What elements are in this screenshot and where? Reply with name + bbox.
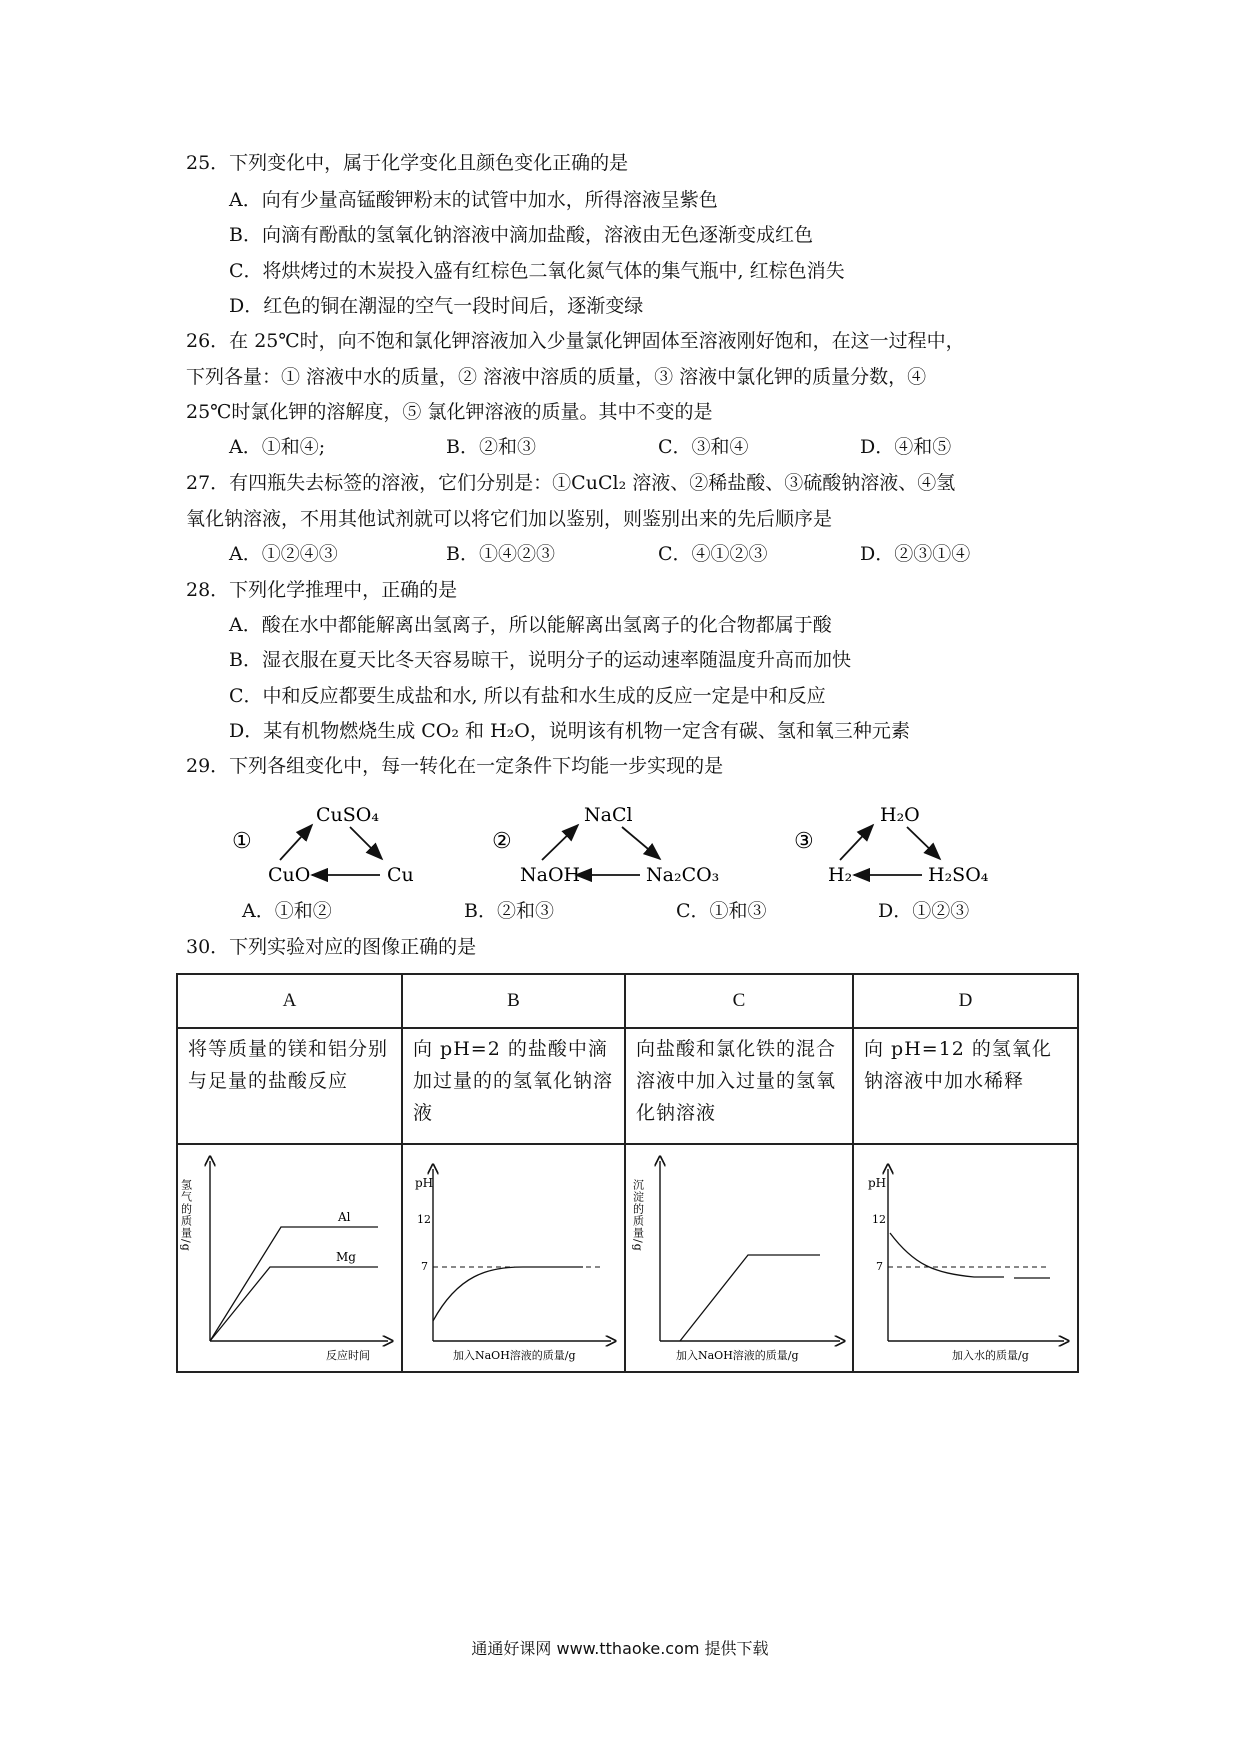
- q28-option-c: C．中和反应都要生成盐和水, 所以有盐和水生成的反应一定是中和反应: [229, 685, 826, 707]
- col-a-label: A: [177, 974, 402, 1028]
- q26-option-d: D．④和⑤: [860, 436, 952, 458]
- col-c-label: C: [625, 974, 853, 1028]
- q25-option-d: D．红色的铜在潮湿的空气一段时间后，逐渐变绿: [229, 295, 644, 317]
- q25-option-a: A．向有少量高锰酸钾粉末的试管中加水，所得溶液呈紫色: [229, 189, 718, 211]
- col-a-desc: 将等质量的镁和铝分别与足量的盐酸反应: [177, 1028, 402, 1144]
- q26-option-c: C．③和④: [658, 436, 749, 458]
- graph-c-line: [680, 1255, 820, 1341]
- cycle-1-right: Cu: [387, 864, 414, 886]
- graph-b-ylabel: pH: [415, 1176, 434, 1190]
- q25-option-b: B．向滴有酚酞的氢氧化钠溶液中滴加盐酸，溶液由无色逐渐变成红色: [229, 224, 813, 246]
- cycle-1-arrow-down: [350, 827, 382, 859]
- q27-option-d: D．②③①④: [860, 543, 971, 565]
- q27-option-a: A．①②④③: [229, 543, 338, 565]
- graph-d: [854, 1145, 1075, 1371]
- graph-d-tick-12: 12: [872, 1213, 886, 1226]
- cycle-1-top: CuSO₄: [316, 804, 379, 826]
- graph-b-curve: [433, 1267, 583, 1321]
- q30-graph-row: [177, 1144, 1078, 1372]
- cycle-1-arrow-up: [280, 825, 312, 860]
- col-c-desc: 向盐酸和氯化铁的混合溶液中加入过量的氢氧化钠溶液: [625, 1028, 853, 1144]
- q26-line-3: 25℃时氯化钾的溶解度，⑤ 氯化钾溶液的质量。其中不变的是: [186, 401, 713, 423]
- footer-text: 通通好课网 www.tthaoke.com 提供下载: [471, 1639, 769, 1658]
- q28-stem: 28．下列化学推理中，正确的是: [186, 579, 458, 601]
- cycle-2-top: NaCl: [584, 804, 633, 826]
- q25-stem: 25．下列变化中，属于化学变化且颜色变化正确的是: [186, 152, 629, 174]
- q29-option-c: C．①和③: [676, 900, 767, 922]
- graph-c-xlabel: 加入NaOH溶液的质量/g: [676, 1349, 799, 1362]
- graph-a-mg-line: [210, 1267, 378, 1341]
- graph-a-xlabel: 反应时间: [326, 1349, 370, 1362]
- q26-line-1: 26．在 25℃时，向不饱和氯化钾溶液加入少量氯化钾固体至溶液刚好饱和，在这一过程中，: [186, 330, 965, 352]
- cycle-3-right: H₂SO₄: [928, 864, 989, 886]
- cycle-2-right: Na₂CO₃: [646, 864, 720, 886]
- q29-stem: 29．下列各组变化中，每一转化在一定条件下均能一步实现的是: [186, 755, 724, 777]
- graph-d-xlabel: 加入水的质量/g: [952, 1349, 1029, 1362]
- cycle-3-left: H₂: [828, 864, 853, 886]
- cycle-3-top: H₂O: [880, 804, 920, 826]
- graph-a-al-label: Al: [338, 1210, 351, 1224]
- graph-c: [626, 1145, 850, 1371]
- graph-b-xlabel: 加入NaOH溶液的质量/g: [453, 1349, 576, 1362]
- graph-a-ylabel: 氢气的质量/g: [179, 1179, 193, 1252]
- cycle-3-arrow-up: [840, 825, 873, 860]
- graph-a-cell: [177, 1144, 402, 1372]
- cycle-2-number: ②: [492, 829, 512, 854]
- graph-a: [178, 1145, 399, 1371]
- col-d-desc: 向 pH=12 的氢氧化钠溶液中加水稀释: [853, 1028, 1078, 1144]
- q29-option-b: B．②和③: [464, 900, 554, 922]
- q29-cycles-diagram: [0, 795, 1240, 905]
- graph-d-curve: [890, 1233, 1004, 1277]
- q29-option-a: A．①和②: [242, 900, 332, 922]
- q25-option-c: C．将烘烤过的木炭投入盛有红棕色二氧化氮气体的集气瓶中, 红棕色消失: [229, 260, 845, 282]
- graph-a-al-line: [210, 1227, 378, 1341]
- q26-option-a: A．①和④;: [229, 436, 326, 458]
- cycle-2-arrow-down: [622, 827, 660, 859]
- q30-table: [176, 973, 1079, 1373]
- q28-option-d: D．某有机物燃烧生成 CO₂ 和 H₂O，说明该有机物一定含有碳、氢和氧三种元素: [229, 720, 910, 742]
- cycle-3-arrow-down: [907, 827, 940, 859]
- q27-option-b: B．①④②③: [446, 543, 555, 565]
- cycle-3-number: ③: [794, 829, 814, 854]
- q26-line-2: 下列各量：① 溶液中水的质量，② 溶液中溶质的质量，③ 溶液中氯化钾的质量分数，④: [186, 366, 927, 388]
- q30-header-row: [177, 974, 1078, 1028]
- cycle-1-number: ①: [232, 829, 252, 854]
- cycle-2-arrow-up: [542, 825, 578, 860]
- col-d-label: D: [853, 974, 1078, 1028]
- q27-option-c: C．④①②③: [658, 543, 768, 565]
- col-b-label: B: [402, 974, 625, 1028]
- q28-option-b: B．湿衣服在夏天比冬天容易晾干，说明分子的运动速率随温度升高而加快: [229, 649, 851, 671]
- q27-line-1: 27．有四瓶失去标签的溶液，它们分别是：①CuCl₂ 溶液、②稀盐酸、③硫酸钠溶液、④氢: [186, 472, 956, 494]
- q30-desc-row: [177, 1028, 1078, 1144]
- q27-line-2: 氧化钠溶液，不用其他试剂就可以将它们加以鉴别，则鉴别出来的先后顺序是: [186, 508, 833, 530]
- graph-c-ylabel: 沉淀的质量/g: [631, 1179, 645, 1252]
- graph-d-ylabel: pH: [868, 1176, 887, 1190]
- graph-d-cell: [853, 1144, 1078, 1372]
- col-b-desc: 向 pH=2 的盐酸中滴加过量的的氢氧化钠溶液: [402, 1028, 625, 1144]
- q26-option-b: B．②和③: [446, 436, 536, 458]
- q28-option-a: A．酸在水中都能解离出氢离子，所以能解离出氢离子的化合物都属于酸: [229, 614, 832, 636]
- graph-a-mg-label: Mg: [336, 1250, 356, 1264]
- cycle-1-left: CuO: [268, 864, 311, 886]
- graph-c-cell: [625, 1144, 853, 1372]
- graph-b-tick-7: 7: [421, 1260, 428, 1273]
- q30-stem: 30．下列实验对应的图像正确的是: [186, 936, 477, 958]
- graph-b: [403, 1145, 622, 1371]
- q29-option-d: D．①②③: [878, 900, 970, 922]
- cycle-2-left: NaOH: [520, 864, 581, 886]
- graph-b-tick-12: 12: [417, 1213, 431, 1226]
- graph-b-cell: [402, 1144, 625, 1372]
- graph-d-tick-7: 7: [876, 1260, 883, 1273]
